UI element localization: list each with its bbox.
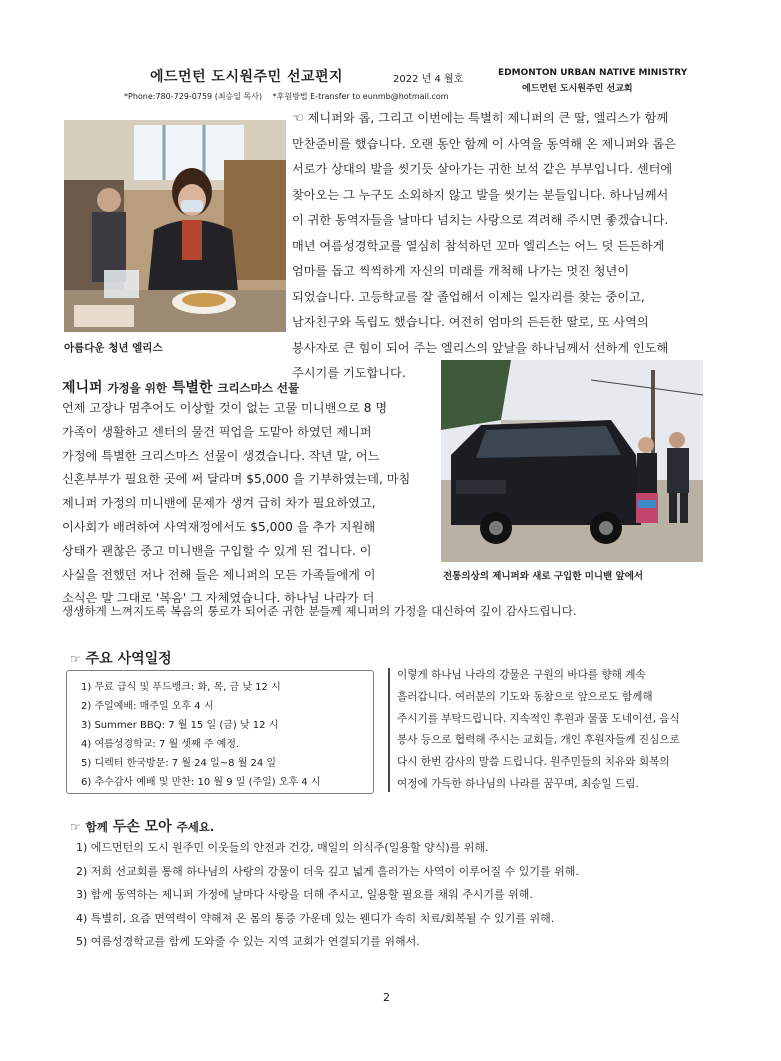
gift-line-4: 신혼부부가 필요한 곳에 써 달라며 $5,000 을 기부하였는데, 마침 xyxy=(62,472,411,487)
intro-line-6: 매년 여름성경학교를 열심히 참석하던 꼬마 엘리스는 어느 덧 든든하게 xyxy=(292,238,665,253)
prayer-list-wrapper xyxy=(76,836,736,954)
closing-line-6: 여정에 가득한 하나님의 나라를 꿈꾸며, 최승일 드림. xyxy=(397,777,639,790)
column-divider xyxy=(388,668,390,792)
org-name-english: EDMONTON URBAN NATIVE MINISTRY xyxy=(498,68,688,78)
closing-paragraph xyxy=(397,665,717,796)
closing-line-1: 이렇게 하나님 나라의 강물은 구원의 바다를 향해 계속 xyxy=(397,669,646,681)
closing-line-2: 흘러갑니다. 여러분의 기도와 동참으로 앞으로도 함께해 xyxy=(397,690,653,703)
newsletter-title: 에드먼턴 도시원주민 선교편지 xyxy=(150,69,344,85)
schedule-item: 2) 주일예배: 매주일 오후 4 시 xyxy=(81,701,214,712)
schedule-item: 3) Summer BBQ: 7 월 15 일 (금) 낮 12 시 xyxy=(81,720,279,731)
closing-line-5: 다시 한번 감사의 말씀 드립니다. 원주민들의 치유와 회복의 xyxy=(397,756,670,769)
photo-alice-image xyxy=(64,120,286,332)
gift-line-1: 언제 고장나 멈추어도 이상할 것이 없는 고물 미니밴으로 8 명 xyxy=(62,401,388,415)
intro-paragraph xyxy=(292,106,720,387)
gift-line-2: 가족이 생활하고 센터의 물건 픽업을 도맡아 하였던 제니퍼 xyxy=(62,424,372,439)
intro-line-2: 만찬준비를 했습니다. 오랜 동안 함께 이 사역을 동역해 온 제니퍼와 롭은 xyxy=(292,136,677,151)
prayer-section-title: ☞ 함께 두손 모아 주세요. xyxy=(70,819,215,835)
schedule-list xyxy=(67,671,373,792)
intro-line-5: 이 귀한 동역자들을 날마다 넘치는 사랑으로 격려해 주시면 좋겠습니다. xyxy=(292,213,669,227)
pointing-hand-icon: ☜ xyxy=(292,111,304,126)
photo2-caption: 전통의상의 제니퍼와 새로 구입한 미니밴 앞에서 xyxy=(443,571,644,582)
closing-line-4: 봉사 등으로 협력해 주시는 교회들, 개인 후원자들께 진심으로 xyxy=(397,734,680,747)
pointing-hand-icon: ☞ xyxy=(70,652,81,666)
intro-line-11: 주시기를 기도합니다. xyxy=(292,366,406,380)
prayer-item: 1) 에드먼턴의 도시 원주민 이웃들의 안전과 건강, 매일의 의식주(일용할 양식)를 위해. xyxy=(76,841,489,854)
schedule-item: 1) 무료 급식 및 푸드뱅크: 화, 목, 금 낮 12 시 xyxy=(81,682,281,693)
schedule-item: 5) 디렉터 한국방문: 7 월 24 일~8 월 24 일 xyxy=(81,758,277,769)
prayer-item: 3) 함께 동역하는 제니퍼 가정에 날마다 사랑을 더해 주시고, 일용할 필요를 채워 주시기를 위해. xyxy=(76,888,533,901)
schedule-box xyxy=(66,670,374,794)
gift-line-3: 가정에 특별한 크리스마스 선물이 생겼습니다. 작년 말, 어느 xyxy=(62,448,380,463)
prayer-item: 2) 저희 선교회를 통해 하나님의 사랑의 강물이 더욱 깊고 넓게 흘러가는 사역이 이루어질 수 있기를 위해. xyxy=(76,864,579,878)
issue-date: 2022 년 4 월호 xyxy=(393,74,464,85)
schedule-section-title: ☞ 주요 사역일정 xyxy=(70,651,172,667)
gift-section-title: 제니퍼 가정을 위한 특별한 크리스마스 선물 xyxy=(62,380,300,396)
prayer-item: 5) 여름성경학교를 함께 도와줄 수 있는 지역 교회가 연결되기를 위해서. xyxy=(76,935,420,948)
closing-line-3: 주시기를 부탁드립니다. 지속적인 후원과 물품 도네이션, 음식 xyxy=(397,712,680,725)
prayer-list xyxy=(76,836,736,954)
intro-line-8: 되었습니다. 고등학교를 잘 졸업해서 이제는 일자리를 찾는 중이고, xyxy=(292,289,645,304)
schedule-item: 4) 여름성경학교: 7 월 셋째 주 예정. xyxy=(81,739,240,750)
gift-line-6: 이사회가 배려하여 사역재정에서도 $5,000 을 추가 지원해 xyxy=(62,519,376,534)
photo-minivan-image xyxy=(441,360,703,562)
page-number: 2 xyxy=(383,991,390,1004)
photo-alice-serving xyxy=(64,120,286,332)
intro-line-4: 찾아오는 그 누구도 소외하지 않고 발을 씻기는 분들입니다. 하나님께서 xyxy=(292,187,669,202)
intro-line-9: 남자친구와 독립도 했습니다. 여전히 엄마의 든든한 딸로, 또 사역의 xyxy=(292,315,649,329)
pointing-hand-icon: ☞ xyxy=(70,820,81,834)
photo1-caption: 아름다운 청년 엘리스 xyxy=(64,342,163,354)
intro-line-7: 엄마를 돕고 씩씩하게 자신의 미래를 개척해 나가는 멋진 청년이 xyxy=(292,264,630,278)
gift-line-8: 사실을 전했던 저나 전해 들은 제니퍼의 모든 가족들에게 이 xyxy=(62,567,376,582)
intro-line-3: 서로가 상대의 발을 씻기듯 살아가는 귀한 보석 같은 부부입니다. 센터에 xyxy=(292,162,673,176)
photo-jennifer-minivan xyxy=(441,360,703,562)
phone-text: *Phone:780-729-0759 (최승일 목사) xyxy=(124,92,263,101)
contact-line xyxy=(124,91,457,102)
gift-line-5: 제니퍼 가정의 미니밴에 문제가 생겨 급히 차가 필요하였고, xyxy=(62,496,376,511)
org-name-korean: 에드먼턴 도시원주민 선교회 xyxy=(522,84,633,94)
gift-line-7: 상태가 괜찮은 중고 미니밴을 구입할 수 있게 된 겁니다. 이 xyxy=(62,543,372,558)
schedule-item: 6) 추수감사 예배 및 만찬: 10 월 9 일 (주일) 오후 4 시 xyxy=(81,777,321,788)
gift-paragraph xyxy=(62,397,432,611)
intro-line-10: 봉사자로 큰 힘이 되어 주는 엘리스의 앞날을 하나님께서 선하게 인도해 xyxy=(292,340,669,355)
gift-last-line: 생생하게 느껴지도록 복음의 통로가 되어준 귀한 분들께 제니퍼의 가정을 대신하여 깊이 감사드립니다. xyxy=(62,604,577,618)
gift-line-9: 소식은 말 그대로 '복음' 그 자체였습니다. 하나님 나라가 더 xyxy=(62,591,375,606)
intro-line-1: ☜ 제니퍼와 롭, 그리고 이번에는 특별히 제니퍼의 큰 딸, 엘리스가 함께 xyxy=(292,111,669,126)
prayer-item: 4) 특별히, 요즘 면역력이 약해져 온 몸의 통증 가운데 있는 웬디가 속히 치료/회복될 수 있기를 위해. xyxy=(76,911,555,925)
donation-text: *후원방법 E-transfer to eunmb@hotmail.com xyxy=(272,92,449,101)
